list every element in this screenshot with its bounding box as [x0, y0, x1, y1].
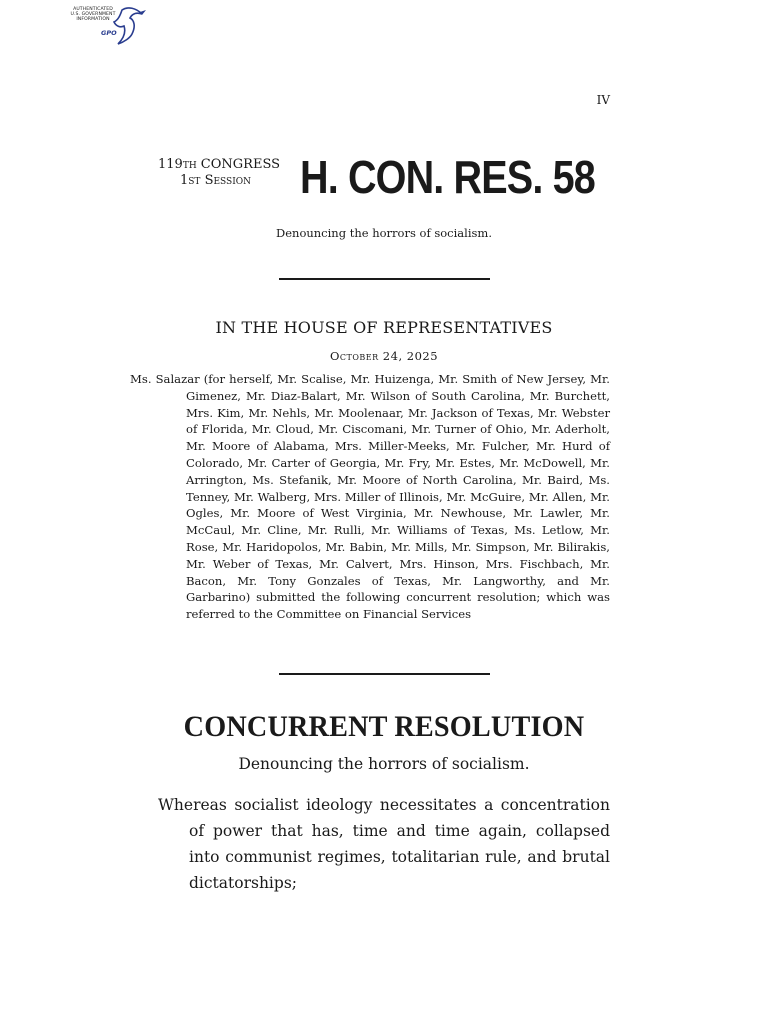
seal-caption: [64, 7, 122, 23]
session-label: 1st Session: [180, 173, 252, 188]
divider-rule: [279, 278, 490, 280]
divider-rule: [279, 673, 490, 675]
introduction-date: October 24, 2025: [329, 349, 439, 363]
page-marker: IV: [596, 93, 610, 107]
short-title: Denouncing the horrors of socialism.: [276, 226, 492, 240]
sponsors-text: Ms. Salazar (for herself, Mr. Scalise, Mr. Huizenga, Mr. Smith of New Jersey, Mr. Gimenez, Mr. Diaz-Balart, Mr. Wilson of South Carolina, Mr. Burchett, Mrs. Kim, Mr. Nehls, Mr. Moolenaar, Mr. Jackson of Texas, Mr. Webster of Florida, Mr. Cloud, Mr. Ciscomani, Mr. Turner of Ohio, Mr. Aderholt, Mr. Moore of Alabama, Mrs. Miller-Meeks, Mr. Fulcher, Mr. Hurd of Colorado, Mr. Carter of Georgia, Mr. Fry, Mr. Estes, Mr. McDowell, Mr. Arrington, Ms. Stefanik, Mr. Moore of North Carolina, Mr. Baird, Ms. Tenney, Mr. Walberg, Mrs. Miller of Illinois, Mr. McGuire, Mr. Allen, Mr. Ogles, Mr. Moore of West Virginia, Mr. Newhouse, Mr. Lawler, Mr. McCaul, Mr. Cline, Mr. Rulli, Mr. Williams of Texas, Ms. Letlow, Mr. Rose, Mr. Haridopolos, Mr. Babin, Mr. Mills, Mr. Simpson, Mr. Bilirakis, Mr. Weber of Texas, Mr. Calvert, Mrs. Hinson, Mrs. Fischbach, Mr. Bacon, Mr. Tony Gonzales of Texas, Mr. Langworthy, and Mr. Garbarino) submitted the following concurrent resolution; which was referred to the Committee on Financial Services: [130, 372, 610, 622]
resolution-type-heading: CONCURRENT RESOLUTION: [183, 710, 585, 743]
seal-gpo-label: GPO: [101, 29, 117, 37]
chamber-heading: IN THE HOUSE OF REPRESENTATIVES: [215, 318, 553, 337]
seal-line: U.S. GOVERNMENT: [70, 12, 116, 18]
whereas-clause: [158, 792, 610, 896]
resolution-title: Denouncing the horrors of socialism.: [238, 755, 530, 773]
whereas-text: Whereas socialist ideology necessitates a concentration of power that has, time and time again, collapsed into communist regimes, totalitarian rule, and brutal dictatorships;: [158, 796, 610, 892]
seal-line: AUTHENTICATED: [73, 7, 113, 12]
sponsors-paragraph: [130, 371, 610, 623]
congress-number: 119th CONGRESS: [158, 157, 281, 172]
seal-line: INFORMATION: [76, 17, 110, 23]
bill-number: H. CON. RES. 58: [300, 151, 595, 203]
congress-session-block: [158, 157, 284, 189]
